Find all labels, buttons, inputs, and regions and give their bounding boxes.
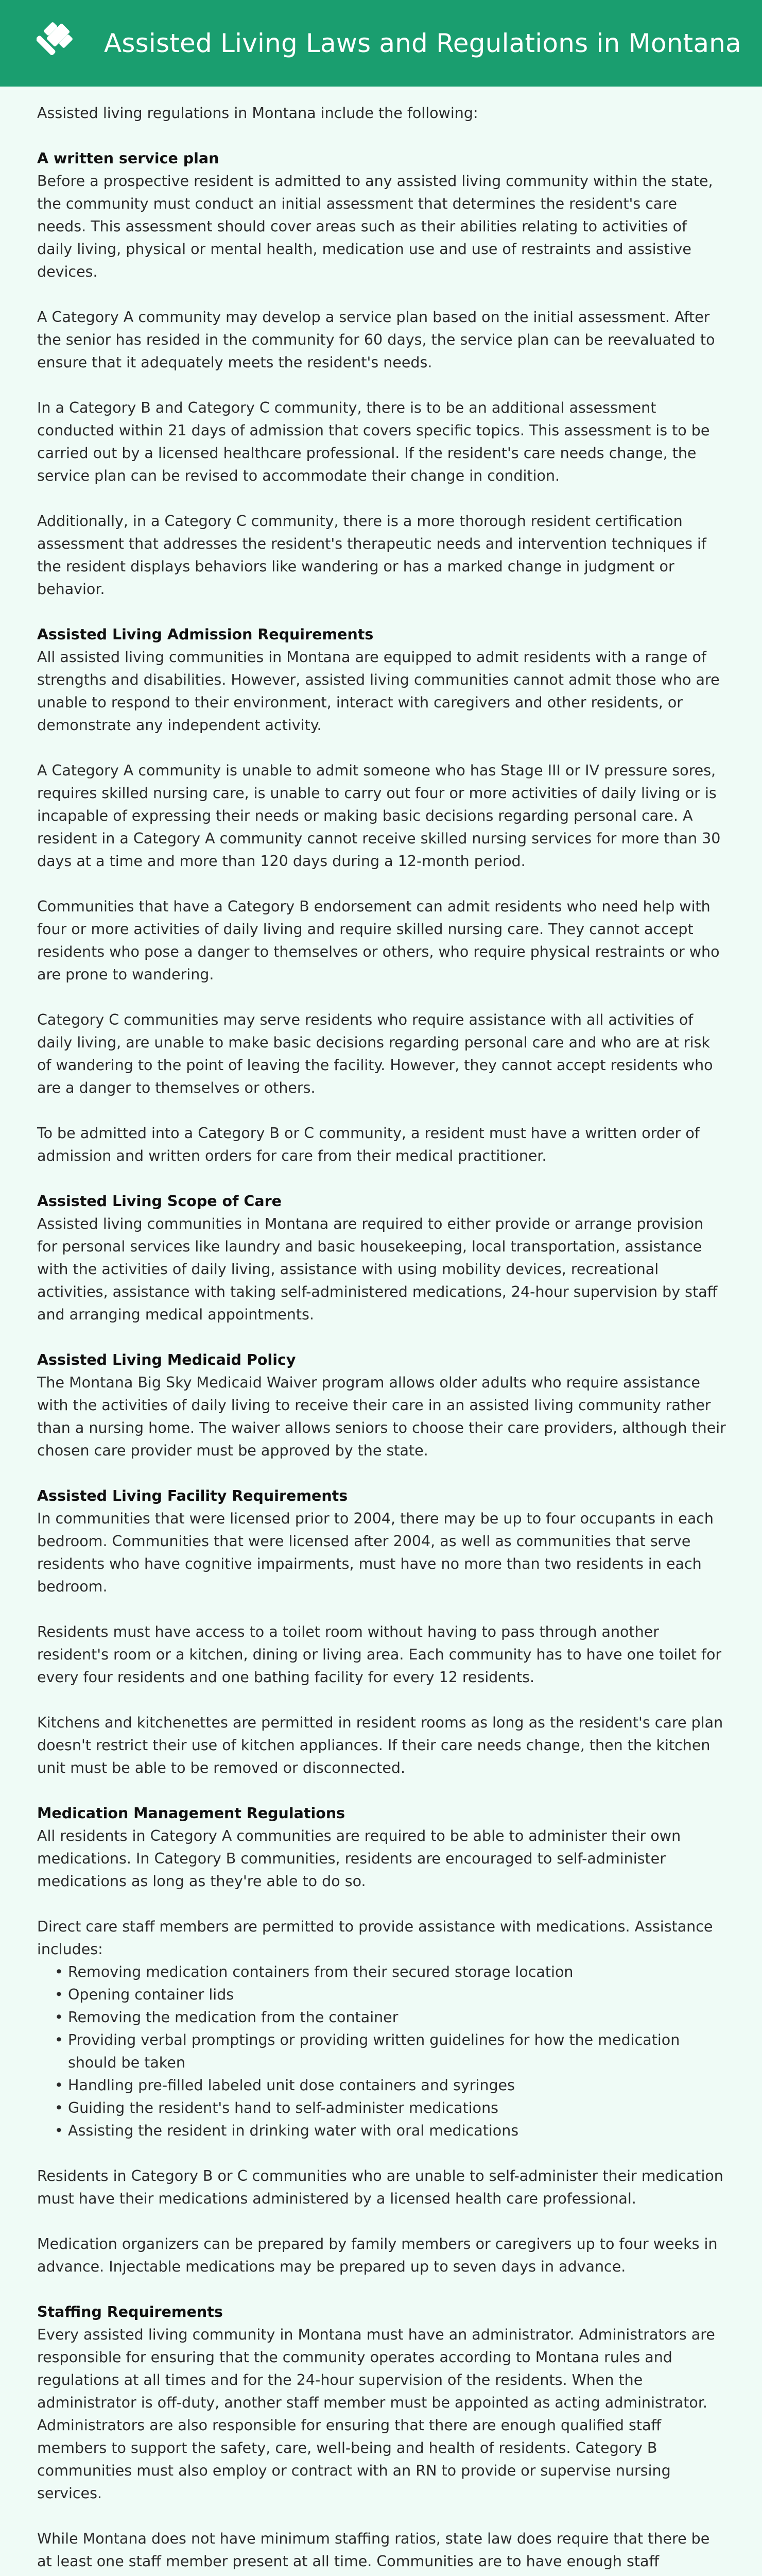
page-title: Assisted Living Laws and Regulations in Montana [104,28,741,58]
intro-text: Assisted living regulations in Montana include the following: [37,105,478,122]
section-medication-management [37,1802,726,2278]
paragraph: Communities that have a Category B endorsement can admit residents who need help with four or more activities of daily living and require skilled nursing care. They cannot accept residents who pose a danger to themselves or others, who require physical restraints or who are prone to wandering. [37,898,720,983]
paragraph: In a Category B and Category C community, there is to be an additional assessment conducted within 21 days of admission that covers specific topics. This assessment is to be carried out by a licensed healthcare professional. If the resident's care needs change, the service plan can be revised to accommodate their change in condition. [37,399,710,484]
section-heading: Assisted Living Medicaid Policy [37,1351,296,1368]
paragraph: A Category A community may develop a service plan based on the initial assessment. After the senior has resided in the community for 60 days, the service plan can be reevaluated to ensure that it adequately meets the resident's needs. [37,309,715,371]
paragraph: Additionally, in a Category C community, there is a more thorough resident certification assessment that addresses the resident's therapeutic needs and intervention techniques if the resident displays behaviors like wandering or has a marked change in judgment or behavior. [37,513,706,598]
paragraph: A Category A community is unable to admit someone who has Stage III or IV pressure sores, requires skilled nursing care, is unable to carry out four or more activities of daily living or is incapable of expressing their needs or making basic decisions regarding personal care. A resident in a Category A community cannot receive skilled nursing services for more than 30 days at a time and more than 120 days during a 12-month period. [37,762,721,870]
list-item: • Removing medication containers from their secured storage location [68,1961,726,1984]
paragraph: Residents in Category B or C communities who are unable to self-administer their medication must have their medications administered by a licensed health care professional. [37,2167,723,2207]
section-service-plan [37,147,726,601]
list-item: • Opening container lids [68,1984,726,2006]
paragraph: Category C communities may serve residents who require assistance with all activities of daily living, are unable to make basic decisions regarding personal care and who are at risk of wandering to the point of leaving the facility. However, they cannot accept residents who are a danger to themselves or others. [37,1011,713,1096]
page-header [0,0,762,87]
section-heading: Medication Management Regulations [37,1805,345,1822]
paragraph: Residents must have access to a toilet room without having to pass through another resident's room or a kitchen, dining or living area. Each community has to have one toilet for every four residents and one bathing facility for every 12 residents. [37,1623,722,1686]
section-heading: Staffing Requirements [37,2303,223,2320]
assistance-list [37,1961,726,2142]
paragraph: All residents in Category A communities are required to be able to administer their own medications. In Category B communities, residents are encouraged to self-administer medications as long as they're able to do so. [37,1827,681,1890]
paragraph: Kitchens and kitchenettes are permitted in resident rooms as long as the resident's care plan doesn't restrict their use of kitchen appliances. If their care needs change, then the kitchen unit must be able to be removed or disconnected. [37,1714,723,1776]
list-item: • Assisting the resident in drinking water with oral medications [68,2120,726,2142]
paragraph: Before a prospective resident is admitted to any assisted living community within the state, the community must conduct an initial assessment that determines the resident's care needs. This assessment should cover areas such as their abilities relating to activities of daily living, physical or mental health, medication use and use of restraints and assistive devices. [37,173,713,280]
list-item: • Removing the medication from the container [68,2006,726,2029]
section-heading: A written service plan [37,150,219,167]
section-facility-requirements [37,1485,726,1780]
section-heading: Assisted Living Scope of Care [37,1193,282,1210]
paragraph: Assisted living communities in Montana are required to either provide or arrange provision for personal services like laundry and basic housekeeping, local transportation, assistance with the activities of daily living, assistance with using mobility devices, recreational activities, assistance with taking self-administered medications, 24-hour supervision by staff and arranging medical appointments. [37,1215,718,1323]
article-body [0,87,762,2576]
section-heading: Assisted Living Facility Requirements [37,1487,348,1504]
section-staffing-requirements [37,2301,726,2576]
list-item: • Guiding the resident's hand to self-administer medications [68,2097,726,2120]
paragraph: Medication organizers can be prepared by family members or caregivers up to four weeks in advance. Injectable medications may be prepared up to seven days in advance. [37,2235,718,2275]
section-scope-of-care [37,1190,726,1326]
paragraph: The Montana Big Sky Medicaid Waiver program allows older adults who require assistance with the activities of daily living to receive their care in an assisted living community rather than a nursing home. The waiver allows seniors to choose their care providers, although their chosen care provider must be approved by the state. [37,1374,726,1459]
gavel-icon [36,21,81,66]
list-intro: Direct care staff members are permitted to provide assistance with medications. Assistance includes: [37,1918,713,1958]
list-item: • Providing verbal promptings or providing written guidelines for how the medication should be taken [68,2029,726,2074]
paragraph: In communities that were licensed prior to 2004, there may be up to four occupants in each bedroom. Communities that were licensed after 2004, as well as communities that serve residents who have cognitive impairments, must have no more than two residents in each bedroom. [37,1510,714,1595]
section-admission-requirements [37,623,726,1167]
paragraph: To be admitted into a Category B or C community, a resident must have a written order of admission and written orders for care from their medical practitioner. [37,1125,700,1164]
paragraph: All assisted living communities in Montana are equipped to admit residents with a range of strengths and disabilities. However, assisted living communities cannot admit those who are unable to respond to their environment, interact with caregivers and other residents, or demonstrate any independent activity. [37,649,720,734]
section-medicaid-policy [37,1349,726,1462]
section-heading: Assisted Living Admission Requirements [37,626,374,643]
paragraph: Every assisted living community in Montana must have an administrator. Administrators are responsible for ensuring that the community operates according to Montana rules and regulations at all times and for the 24-hour supervision of the residents. When the administrator is off-duty, another staff member must be appointed as acting administrator. Administrators are also responsible for ensuring that there are enough qualified staff members to support the safety, care, well-being and health of residents. Category B communities must also employ or contract with an RN to provide or supervise nursing services. [37,2326,715,2502]
paragraph: While Montana does not have minimum staffing ratios, state law does require that there be at least one staff member present at all time. Communities are to have enough staff [37,2530,710,2570]
list-item: • Handling pre-filled labeled unit dose containers and syringes [68,2074,726,2097]
